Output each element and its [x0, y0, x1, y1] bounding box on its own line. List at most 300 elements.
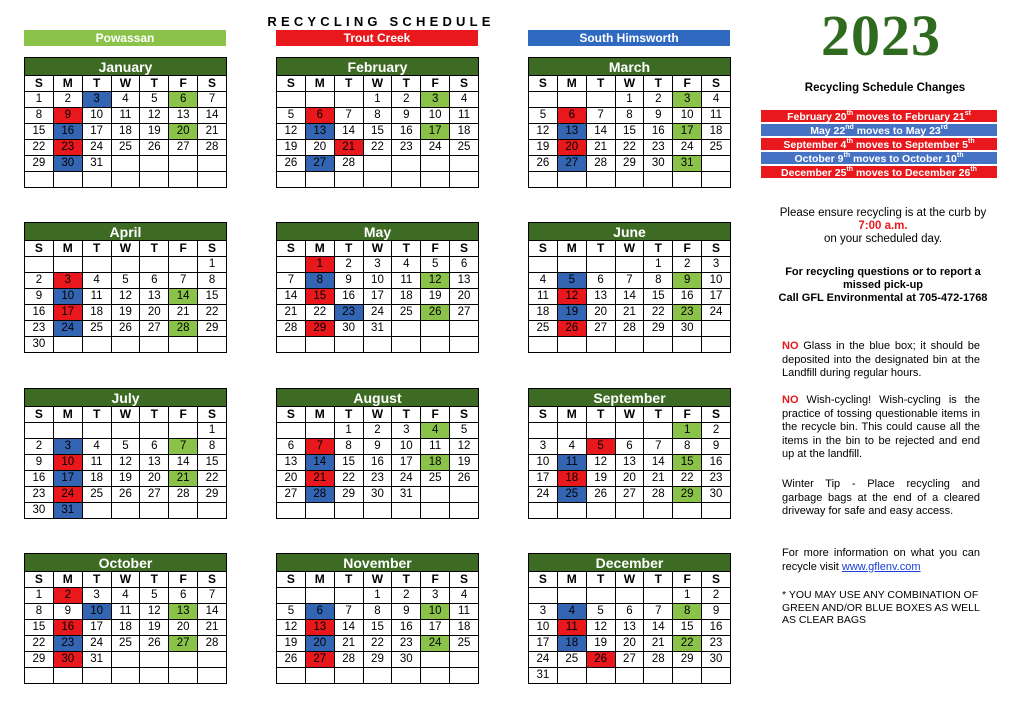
day-cell: 2 — [644, 92, 673, 108]
empty-cell — [615, 423, 644, 439]
empty-cell — [82, 257, 111, 273]
zone-label-south-himsworth: South Himsworth — [528, 30, 730, 46]
weekday-header: T — [82, 572, 111, 588]
curb-notice — [758, 207, 1008, 246]
day-cell: 8 — [25, 604, 54, 620]
day-cell: 3 — [363, 257, 392, 273]
day-cell: 12 — [111, 289, 140, 305]
weekday-header: F — [673, 241, 702, 257]
day-cell: 23 — [702, 471, 731, 487]
day-cell: 20 — [169, 124, 198, 140]
contact-line-2: missed pick-up — [842, 279, 924, 291]
day-cell: 1 — [644, 257, 673, 273]
day-cell: 21 — [615, 305, 644, 321]
day-cell: 24 — [421, 140, 450, 156]
weekday-header: S — [529, 572, 558, 588]
day-cell: 22 — [334, 471, 363, 487]
empty-cell — [140, 257, 169, 273]
day-cell: 23 — [53, 140, 82, 156]
day-cell: 10 — [53, 289, 82, 305]
day-cell: 4 — [529, 273, 558, 289]
day-cell: 12 — [277, 620, 306, 636]
weekday-header: M — [53, 407, 82, 423]
day-cell: 15 — [363, 620, 392, 636]
day-cell: 31 — [392, 487, 421, 503]
empty-cell — [586, 503, 615, 519]
empty-cell — [421, 487, 450, 503]
weekday-header: F — [421, 407, 450, 423]
day-cell: 22 — [25, 636, 54, 652]
empty-cell — [111, 503, 140, 519]
weekday-header: W — [615, 241, 644, 257]
day-cell: 15 — [334, 455, 363, 471]
weekday-header: M — [305, 572, 334, 588]
day-cell: 25 — [450, 636, 479, 652]
day-cell: 1 — [25, 588, 54, 604]
empty-cell — [169, 503, 198, 519]
day-cell: 26 — [111, 487, 140, 503]
empty-cell — [169, 652, 198, 668]
weekday-header: T — [586, 241, 615, 257]
day-cell: 4 — [450, 92, 479, 108]
day-cell: 21 — [198, 620, 227, 636]
day-cell: 24 — [529, 652, 558, 668]
empty-cell — [82, 503, 111, 519]
day-cell: 27 — [305, 652, 334, 668]
day-cell: 25 — [557, 487, 586, 503]
empty-cell — [363, 503, 392, 519]
month-name: January — [24, 57, 227, 75]
empty-cell — [529, 257, 558, 273]
day-cell: 6 — [277, 439, 306, 455]
day-cell: 16 — [392, 620, 421, 636]
info-text: For more information on what you can recycle visit — [782, 547, 980, 573]
day-cell: 23 — [53, 636, 82, 652]
day-cell: 24 — [363, 305, 392, 321]
day-cell: 15 — [644, 289, 673, 305]
month-march — [528, 57, 731, 188]
weekday-header: S — [25, 241, 54, 257]
day-cell: 22 — [673, 471, 702, 487]
day-cell: 8 — [363, 604, 392, 620]
empty-cell — [169, 156, 198, 172]
empty-cell — [557, 337, 586, 353]
weekday-header: S — [277, 76, 306, 92]
month-name: May — [276, 222, 479, 240]
day-cell: 23 — [673, 305, 702, 321]
day-cell: 13 — [140, 289, 169, 305]
weekday-header: M — [557, 407, 586, 423]
day-cell: 30 — [334, 321, 363, 337]
empty-cell — [450, 668, 479, 684]
day-cell: 26 — [277, 156, 306, 172]
day-cell: 7 — [198, 588, 227, 604]
day-cell: 11 — [450, 604, 479, 620]
month-february — [276, 57, 479, 188]
day-cell: 31 — [673, 156, 702, 172]
day-cell: 10 — [363, 273, 392, 289]
day-cell: 22 — [198, 471, 227, 487]
empty-cell — [557, 588, 586, 604]
empty-cell — [53, 668, 82, 684]
day-cell: 29 — [305, 321, 334, 337]
day-cell: 12 — [586, 620, 615, 636]
day-cell: 17 — [421, 124, 450, 140]
day-cell: 1 — [673, 588, 702, 604]
weekday-header: S — [702, 407, 731, 423]
weekday-header: T — [586, 572, 615, 588]
day-cell: 4 — [82, 273, 111, 289]
day-cell: 17 — [392, 455, 421, 471]
day-cell: 18 — [450, 620, 479, 636]
schedule-changes-list — [760, 109, 998, 179]
day-cell: 16 — [25, 471, 54, 487]
day-cell: 22 — [615, 140, 644, 156]
weekday-header: F — [421, 572, 450, 588]
weekday-header: W — [615, 572, 644, 588]
empty-cell — [53, 337, 82, 353]
empty-cell — [277, 503, 306, 519]
day-cell: 17 — [363, 289, 392, 305]
day-cell: 22 — [25, 140, 54, 156]
day-cell: 3 — [529, 439, 558, 455]
day-cell: 13 — [586, 289, 615, 305]
day-cell: 1 — [615, 92, 644, 108]
day-cell: 29 — [673, 487, 702, 503]
empty-cell — [586, 172, 615, 188]
day-cell: 3 — [53, 439, 82, 455]
empty-cell — [702, 337, 731, 353]
empty-cell — [25, 172, 54, 188]
day-cell: 22 — [363, 140, 392, 156]
day-cell: 23 — [25, 487, 54, 503]
day-cell: 18 — [529, 305, 558, 321]
day-cell: 29 — [198, 487, 227, 503]
wish-no: NO — [782, 394, 799, 406]
empty-cell — [198, 156, 227, 172]
day-cell: 26 — [529, 156, 558, 172]
empty-cell — [198, 172, 227, 188]
day-cell: 28 — [615, 321, 644, 337]
empty-cell — [198, 337, 227, 353]
empty-cell — [586, 337, 615, 353]
day-cell: 6 — [140, 273, 169, 289]
day-cell: 1 — [305, 257, 334, 273]
weekday-header: F — [673, 76, 702, 92]
year-heading: 2023 — [821, 3, 941, 68]
day-cell: 8 — [198, 273, 227, 289]
empty-cell — [450, 487, 479, 503]
day-cell: 12 — [140, 108, 169, 124]
weekday-header: M — [305, 76, 334, 92]
day-cell: 19 — [586, 471, 615, 487]
empty-cell — [25, 257, 54, 273]
day-cell: 25 — [111, 140, 140, 156]
empty-cell — [529, 503, 558, 519]
day-cell: 31 — [363, 321, 392, 337]
empty-cell — [644, 172, 673, 188]
day-cell: 6 — [140, 439, 169, 455]
empty-cell — [392, 156, 421, 172]
day-cell: 13 — [305, 620, 334, 636]
empty-cell — [557, 92, 586, 108]
day-cell: 30 — [25, 337, 54, 353]
month-name: September — [528, 388, 731, 406]
day-cell: 5 — [450, 423, 479, 439]
month-name: March — [528, 57, 731, 75]
empty-cell — [586, 92, 615, 108]
day-cell: 4 — [557, 604, 586, 620]
day-cell: 5 — [277, 108, 306, 124]
day-cell: 15 — [198, 455, 227, 471]
empty-cell — [615, 337, 644, 353]
empty-cell — [450, 156, 479, 172]
day-cell: 15 — [25, 620, 54, 636]
empty-cell — [334, 503, 363, 519]
weekday-header: S — [529, 407, 558, 423]
info-note — [782, 547, 980, 574]
weekday-header: T — [644, 407, 673, 423]
weekday-header: S — [198, 572, 227, 588]
day-cell: 19 — [450, 455, 479, 471]
day-cell: 6 — [615, 604, 644, 620]
empty-cell — [111, 172, 140, 188]
day-cell: 4 — [392, 257, 421, 273]
day-cell: 26 — [450, 471, 479, 487]
day-cell: 5 — [140, 92, 169, 108]
day-cell: 26 — [140, 636, 169, 652]
day-cell: 14 — [586, 124, 615, 140]
day-cell: 12 — [140, 604, 169, 620]
schedule-change-item: May 22nd moves to May 23rd — [760, 123, 998, 137]
day-cell: 27 — [450, 305, 479, 321]
day-cell: 27 — [140, 321, 169, 337]
day-cell: 6 — [586, 273, 615, 289]
day-cell: 5 — [557, 273, 586, 289]
day-cell: 13 — [305, 124, 334, 140]
day-cell: 24 — [53, 321, 82, 337]
day-cell: 29 — [615, 156, 644, 172]
day-cell: 29 — [334, 487, 363, 503]
empty-cell — [305, 588, 334, 604]
weekday-header: T — [392, 572, 421, 588]
day-cell: 18 — [557, 636, 586, 652]
day-cell: 28 — [305, 487, 334, 503]
day-cell: 28 — [586, 156, 615, 172]
wishcycling-note — [782, 394, 980, 462]
day-cell: 11 — [557, 620, 586, 636]
day-cell: 23 — [392, 636, 421, 652]
empty-cell — [169, 423, 198, 439]
day-cell: 1 — [363, 588, 392, 604]
empty-cell — [363, 337, 392, 353]
gfl-link[interactable]: www.gflenv.com — [841, 560, 921, 573]
empty-cell — [305, 423, 334, 439]
day-cell: 20 — [305, 140, 334, 156]
day-cell: 18 — [82, 471, 111, 487]
empty-cell — [277, 172, 306, 188]
day-cell: 30 — [702, 652, 731, 668]
empty-cell — [305, 172, 334, 188]
day-cell: 7 — [169, 439, 198, 455]
day-cell: 10 — [82, 108, 111, 124]
empty-cell — [198, 652, 227, 668]
day-cell: 4 — [557, 439, 586, 455]
day-cell: 9 — [25, 455, 54, 471]
changes-title: Recycling Schedule Changes — [804, 82, 966, 94]
month-may — [276, 222, 479, 353]
day-cell: 14 — [615, 289, 644, 305]
day-cell: 17 — [82, 620, 111, 636]
empty-cell — [586, 257, 615, 273]
day-cell: 28 — [334, 652, 363, 668]
empty-cell — [644, 588, 673, 604]
day-cell: 11 — [529, 289, 558, 305]
day-cell: 17 — [529, 636, 558, 652]
weekday-header: M — [53, 76, 82, 92]
day-cell: 16 — [363, 455, 392, 471]
weekday-header: T — [334, 407, 363, 423]
day-cell: 3 — [392, 423, 421, 439]
day-cell: 26 — [421, 305, 450, 321]
empty-cell — [82, 337, 111, 353]
day-cell: 20 — [557, 140, 586, 156]
day-cell: 14 — [198, 604, 227, 620]
day-cell: 30 — [25, 503, 54, 519]
day-cell: 27 — [169, 140, 198, 156]
day-cell: 20 — [586, 305, 615, 321]
day-cell: 19 — [140, 620, 169, 636]
day-cell: 20 — [615, 471, 644, 487]
empty-cell — [363, 156, 392, 172]
day-cell: 9 — [25, 289, 54, 305]
day-cell: 16 — [25, 305, 54, 321]
day-cell: 7 — [334, 604, 363, 620]
empty-cell — [450, 172, 479, 188]
day-cell: 13 — [169, 108, 198, 124]
weekday-header: S — [198, 407, 227, 423]
day-cell: 4 — [111, 588, 140, 604]
weekday-header: F — [169, 76, 198, 92]
day-cell: 25 — [529, 321, 558, 337]
weekday-header: S — [277, 407, 306, 423]
day-cell: 3 — [82, 588, 111, 604]
empty-cell — [198, 668, 227, 684]
weekday-header: T — [82, 76, 111, 92]
weekday-header: T — [586, 76, 615, 92]
empty-cell — [334, 588, 363, 604]
empty-cell — [277, 423, 306, 439]
day-cell: 19 — [111, 305, 140, 321]
day-cell: 2 — [25, 439, 54, 455]
day-cell: 7 — [334, 108, 363, 124]
empty-cell — [421, 337, 450, 353]
empty-cell — [111, 668, 140, 684]
day-cell: 16 — [702, 620, 731, 636]
empty-cell — [392, 321, 421, 337]
day-cell: 10 — [82, 604, 111, 620]
empty-cell — [363, 172, 392, 188]
day-cell: 26 — [586, 652, 615, 668]
day-cell: 29 — [644, 321, 673, 337]
day-cell: 9 — [644, 108, 673, 124]
weekday-header: M — [557, 76, 586, 92]
day-cell: 14 — [169, 289, 198, 305]
day-cell: 17 — [82, 124, 111, 140]
empty-cell — [421, 172, 450, 188]
weekday-header: M — [557, 241, 586, 257]
day-cell: 9 — [392, 604, 421, 620]
empty-cell — [673, 668, 702, 684]
weekday-header: S — [198, 76, 227, 92]
boxes-note: * YOU MAY USE ANY COMBINATION OF GREEN AND/OR BLUE BOXES AS WELL AS CLEAR BAGS — [782, 589, 980, 626]
empty-cell — [111, 652, 140, 668]
empty-cell — [673, 503, 702, 519]
day-cell: 4 — [702, 92, 731, 108]
month-january — [24, 57, 227, 188]
weekday-header: W — [111, 241, 140, 257]
day-cell: 15 — [673, 620, 702, 636]
empty-cell — [673, 337, 702, 353]
day-cell: 8 — [305, 273, 334, 289]
empty-cell — [392, 337, 421, 353]
day-cell: 29 — [673, 652, 702, 668]
empty-cell — [111, 337, 140, 353]
weekday-header: S — [702, 241, 731, 257]
weekday-header: T — [644, 241, 673, 257]
weekday-header: T — [82, 241, 111, 257]
empty-cell — [586, 668, 615, 684]
day-cell: 21 — [198, 124, 227, 140]
day-cell: 1 — [363, 92, 392, 108]
day-cell: 5 — [111, 273, 140, 289]
day-cell: 13 — [169, 604, 198, 620]
month-name: December — [528, 553, 731, 571]
day-cell: 3 — [702, 257, 731, 273]
empty-cell — [702, 321, 731, 337]
day-cell: 14 — [334, 620, 363, 636]
day-cell: 9 — [53, 604, 82, 620]
day-cell: 2 — [392, 588, 421, 604]
day-cell: 28 — [169, 321, 198, 337]
empty-cell — [305, 337, 334, 353]
month-name: August — [276, 388, 479, 406]
day-cell: 16 — [53, 620, 82, 636]
day-cell: 11 — [450, 108, 479, 124]
weekday-header: W — [111, 407, 140, 423]
weekday-header: M — [557, 572, 586, 588]
empty-cell — [557, 172, 586, 188]
day-cell: 27 — [277, 487, 306, 503]
day-cell: 6 — [305, 108, 334, 124]
day-cell: 4 — [450, 588, 479, 604]
weekday-header: S — [277, 572, 306, 588]
day-cell: 25 — [82, 487, 111, 503]
glass-text: Glass in the blue box; it should be deposited into the designated bin at the Landfill during regular hours. — [782, 340, 980, 379]
day-cell: 12 — [111, 455, 140, 471]
empty-cell — [82, 668, 111, 684]
day-cell: 15 — [673, 455, 702, 471]
day-cell: 9 — [53, 108, 82, 124]
empty-cell — [450, 503, 479, 519]
empty-cell — [644, 423, 673, 439]
day-cell: 30 — [702, 487, 731, 503]
day-cell: 2 — [53, 92, 82, 108]
day-cell: 26 — [277, 652, 306, 668]
day-cell: 2 — [702, 423, 731, 439]
day-cell: 27 — [169, 636, 198, 652]
day-cell: 8 — [334, 439, 363, 455]
